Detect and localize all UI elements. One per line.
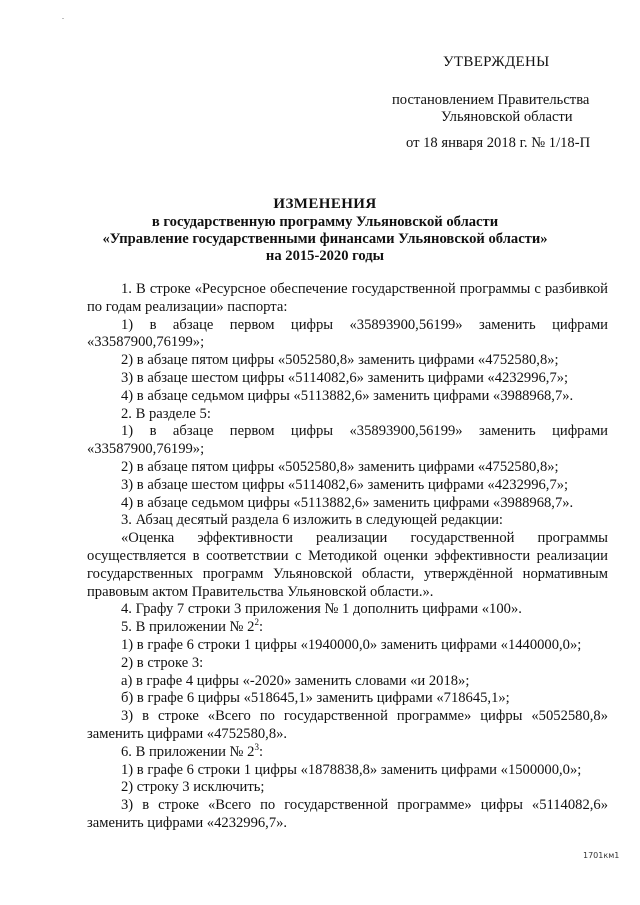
paragraph-2: 2. В разделе 5:	[121, 405, 211, 422]
paragraph-5-colon: :	[258, 619, 263, 636]
title-line-1: в государственную программу Ульяновской области	[151, 214, 499, 230]
footer-code: 1701км1	[583, 851, 620, 860]
paragraph-1: 1. В строке «Ресурсное обеспечение государственной программы с разбивкой по годам реализации» паспорта:	[87, 281, 608, 315]
paragraph-6-1: 1) в графе 6 строки 1 цифры «1878838,8» заменить цифрами «1500000,0»;	[121, 761, 582, 778]
paragraph-1-2: 2) в абзаце пятом цифры «5052580,8» заменить цифрами «4752580,8»;	[121, 352, 559, 369]
paragraph-6	[87, 741, 608, 762]
paragraph-1-4: 4) в абзаце седьмом цифры «5113882,6» заменить цифрами «3988968,7».	[121, 387, 574, 404]
paragraph-1-1: 1) в абзаце первом цифры «35893900,56199» заменить цифрами «33587900,76199»;	[87, 316, 608, 351]
paragraph-1-3: 3) в абзаце шестом цифры «5114082,6» заменить цифрами «4232996,7»;	[121, 369, 569, 386]
scan-speck	[62, 18, 64, 19]
paragraph-6-2: 2) строку 3 исключить;	[121, 779, 265, 796]
appendix-superscript-2: 2	[254, 617, 259, 628]
paragraph-2-4: 4) в абзаце седьмом цифры «5113882,6» заменить цифрами «3988968,7».	[121, 494, 574, 511]
paragraph-2-1: 1) в абзаце первом цифры «35893900,56199» заменить цифрами «33587900,76199»;	[87, 423, 608, 458]
title-line-2: «Управление государственными финансами Ульяновской области»	[102, 231, 548, 247]
document-body	[87, 281, 608, 833]
paragraph-3-quote: «Оценка эффективности реализации государственной программы осуществляется в соответствии с Методикой оценки эффективности реализации государственных программ Ульяновской области, утверждённой нормативным правовым актом Правительства Ульяновской области.».	[87, 530, 608, 600]
approval-date-line: от 18 января 2018 г. № 1/18-П	[406, 135, 591, 151]
document-title: ИЗМЕНЕНИЯ	[273, 196, 377, 212]
paragraph-5-2a: а) в графе 4 цифры «-2020» заменить словами «и 2018»;	[121, 672, 470, 689]
paragraph-5-2b: б) в графе 6 цифры «518645,1» заменить цифрами «718645,1»;	[121, 690, 510, 707]
paragraph-5-2: 2) в строке 3:	[121, 654, 204, 671]
paragraph-2-2: 2) в абзаце пятом цифры «5052580,8» заменить цифрами «4752580,8»;	[121, 458, 559, 475]
appendix-superscript-3: 3	[254, 741, 259, 752]
paragraph-5	[87, 619, 608, 637]
paragraph-6-3: 3) в строке «Всего по государственной программе» цифры «5114082,6» заменить цифрами «4232996,7».	[87, 797, 608, 831]
paragraph-6-colon: :	[258, 743, 263, 760]
approval-line-1: постановлением Правительства	[392, 92, 590, 108]
paragraph-6-text: 6. В приложении № 2	[121, 743, 255, 760]
paragraph-5-text: 5. В приложении № 2	[121, 619, 255, 636]
title-line-3: на 2015-2020 годы	[265, 248, 385, 264]
paragraph-5-3: 3) в строке «Всего по государственной программе» цифры «5052580,8» заменить цифрами «4752580,8».	[87, 708, 608, 742]
paragraph-2-3: 3) в абзаце шестом цифры «5114082,6» заменить цифрами «4232996,7»;	[121, 476, 569, 493]
paragraph-5-1: 1) в графе 6 строки 1 цифры «1940000,0» заменить цифрами «1440000,0»;	[121, 636, 582, 653]
paragraph-3: 3. Абзац десятый раздела 6 изложить в следующей редакции:	[121, 512, 503, 529]
approval-title: УТВЕРЖДЕНЫ	[443, 54, 550, 70]
approval-line-2: Ульяновской области	[441, 109, 573, 125]
paragraph-4: 4. Графу 7 строки 3 приложения № 1 дополнить цифрами «100».	[121, 601, 522, 618]
